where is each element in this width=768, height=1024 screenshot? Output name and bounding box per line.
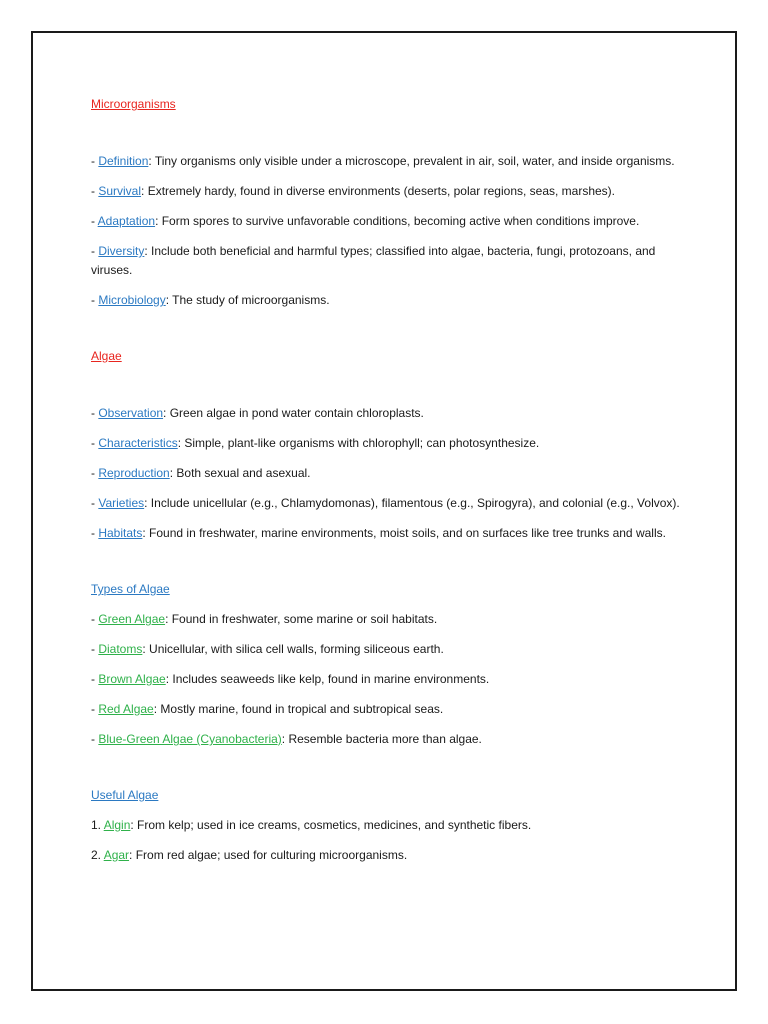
list-item: - Definition: Tiny organisms only visible under a microscope, prevalent in air, soil, water, and inside organisms. <box>91 154 675 168</box>
term-definition: Definition <box>98 154 149 168</box>
section-heading-microorganisms <box>91 95 681 114</box>
list-item: - Diversity: Include both beneficial and harmful types; classified into algae, bacteria, fungi, protozoans, and viruses. <box>91 244 656 277</box>
list-item: - Reproduction: Both sexual and asexual. <box>91 466 311 480</box>
section-heading-types-of-algae <box>91 580 681 599</box>
heading-microorganisms: Microorganisms <box>91 97 176 111</box>
list-item: - Habitats: Found in freshwater, marine environments, moist soils, and on surfaces like tree trunks and walls. <box>91 526 666 540</box>
term-brown-algae: Brown Algae <box>98 672 166 686</box>
term-varieties: Varieties <box>98 496 145 510</box>
list-item: 2. Agar: From red algae; used for culturing microorganisms. <box>91 848 408 862</box>
list-item: 1. Algin: From kelp; used in ice creams, cosmetics, medicines, and synthetic fibers. <box>91 818 532 832</box>
term-diversity: Diversity <box>98 244 145 258</box>
heading-algae: Algae <box>91 349 122 363</box>
term-characteristics: Characteristics <box>98 436 178 450</box>
list-item: - Brown Algae: Includes seaweeds like kelp, found in marine environments. <box>91 672 490 686</box>
section-heading-useful-algae <box>91 786 681 805</box>
list-item: - Green Algae: Found in freshwater, some marine or soil habitats. <box>91 612 438 626</box>
term-diatoms: Diatoms <box>98 642 143 656</box>
document-content <box>91 95 681 876</box>
term-microbiology: Microbiology <box>98 293 166 307</box>
term-adaptation: Adaptation <box>97 214 156 228</box>
list-item: - Adaptation: Form spores to survive unfavorable conditions, becoming active when conditions improve. <box>91 214 640 228</box>
list-item: - Microbiology: The study of microorganisms. <box>91 293 330 307</box>
term-blue-green-algae: Blue-Green Algae (Cyanobacteria) <box>98 732 282 746</box>
term-survival: Survival <box>98 184 142 198</box>
list-item: - Observation: Green algae in pond water contain chloroplasts. <box>91 406 424 420</box>
document-page <box>31 31 737 991</box>
term-reproduction: Reproduction <box>98 466 170 480</box>
list-item: - Characteristics: Simple, plant-like organisms with chlorophyll; can photosynthesize. <box>91 436 540 450</box>
term-green-algae: Green Algae <box>98 612 166 626</box>
heading-useful-algae: Useful Algae <box>91 788 159 802</box>
list-item: - Red Algae: Mostly marine, found in tropical and subtropical seas. <box>91 702 444 716</box>
term-observation: Observation <box>98 406 164 420</box>
term-algin: Algin <box>103 818 131 832</box>
list-item: - Diatoms: Unicellular, with silica cell walls, forming siliceous earth. <box>91 642 444 656</box>
heading-types-of-algae: Types of Algae <box>91 582 170 596</box>
list-item: - Blue-Green Algae (Cyanobacteria): Resemble bacteria more than algae. <box>91 732 482 746</box>
list-item: - Survival: Extremely hardy, found in diverse environments (deserts, polar regions, seas, marshes). <box>91 184 616 198</box>
list-item: - Varieties: Include unicellular (e.g., Chlamydomonas), filamentous (e.g., Spirogyra), and colonial (e.g., Volvox). <box>91 496 680 510</box>
term-red-algae: Red Algae <box>98 702 154 716</box>
section-heading-algae <box>91 347 681 366</box>
term-agar: Agar <box>103 848 130 862</box>
term-habitats: Habitats <box>98 526 143 540</box>
